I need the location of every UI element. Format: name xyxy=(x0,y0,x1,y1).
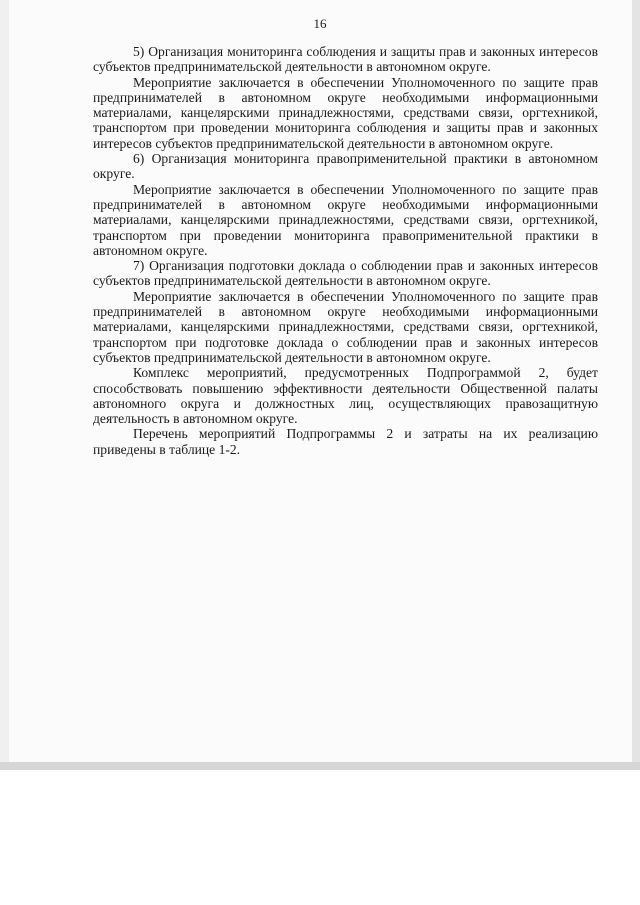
scan-left-edge xyxy=(0,0,9,770)
paragraph-item-6-heading: 6) Организация мониторинга правоприменительной практики в автономном округе. xyxy=(93,151,598,182)
paragraph-item-5-description: Мероприятие заключается в обеспечении Уполномоченного по защите прав предпринимателей в автономном округе необходимыми информационными материалами, канцелярскими принадлежностями, средствами связи, оргтехникой, транспортом при проведении мониторинга соблюдения и защиты прав и законных интересов субъектов предпринимательской деятельности в автономном округе. xyxy=(93,74,598,151)
paragraph-item-5-heading: 5) Организация мониторинга соблюдения и защиты прав и законных интересов субъектов предпринимательской деятельности в автономном округе. xyxy=(93,44,598,75)
paragraph-table-reference: Перечень мероприятий Подпрограммы 2 и затраты на их реализацию приведены в таблице 1-2. xyxy=(93,426,598,457)
page-number: 16 xyxy=(313,16,327,31)
paragraph-item-7-description: Мероприятие заключается в обеспечении Уполномоченного по защите прав предпринимателей в автономном округе необходимыми информационными материалами, канцелярскими принадлежностями, средствами связи, оргтехникой, транспортом при подготовке доклада о соблюдении прав и законных интересов субъектов предпринимательской деятельности в автономном округе. xyxy=(93,288,598,365)
document-body xyxy=(93,44,598,457)
paragraph-summary: Комплекс мероприятий, предусмотренных Подпрограммой 2, будет способствовать повышению эффективности деятельности Общественной палаты автономного округа и должностных лиц, осуществляющих правозащитную деятельность в автономном округе. xyxy=(93,365,598,427)
paragraph-item-6-description: Мероприятие заключается в обеспечении Уполномоченного по защите прав предпринимателей в автономном округе необходимыми информационными материалами, канцелярскими принадлежностями, средствами связи, оргтехникой, транспортом при проведении мониторинга правоприменительной практики в автономном округе. xyxy=(93,181,598,258)
scan-bottom-edge xyxy=(0,762,640,770)
paragraph-item-7-heading: 7) Организация подготовки доклада о соблюдении прав и законных интересов субъектов предпринимательской деятельности в автономном округе. xyxy=(93,258,598,289)
